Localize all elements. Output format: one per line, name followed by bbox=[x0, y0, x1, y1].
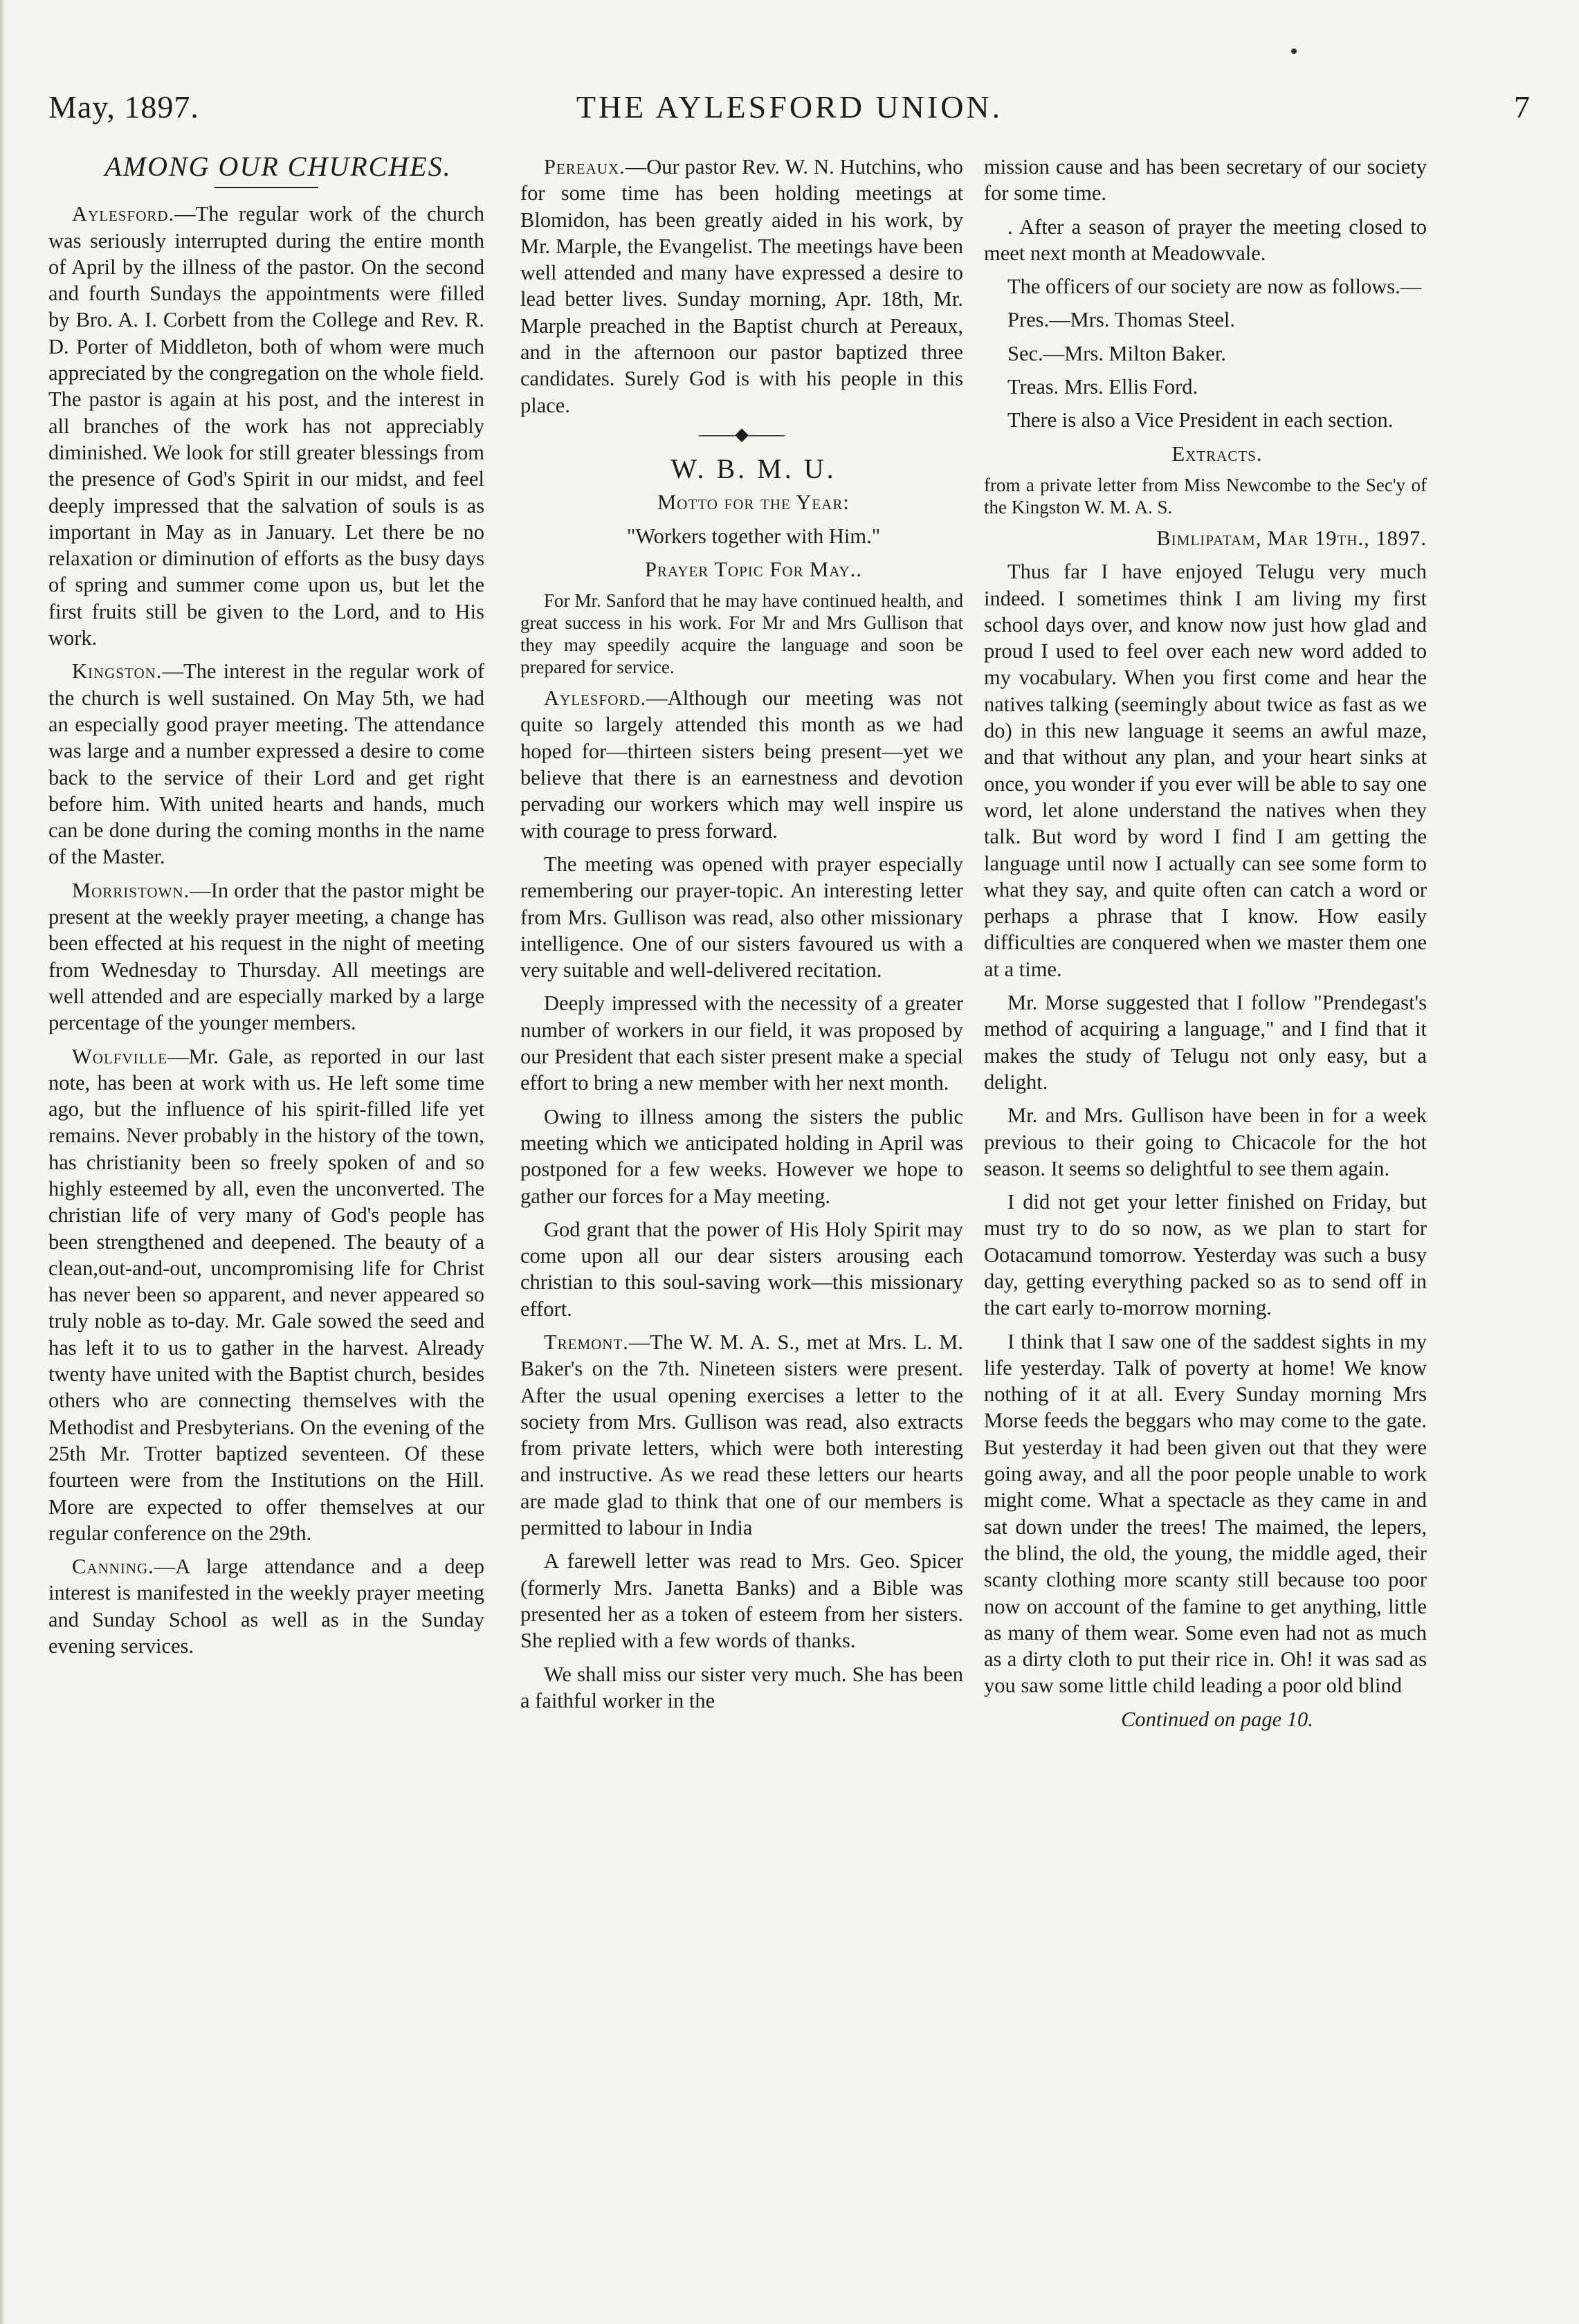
article-wolfville bbox=[48, 1043, 484, 1547]
article-pereaux bbox=[520, 154, 963, 419]
article-text: —A large attendance and a deep interest is manifested in the weekly prayer meeting and Sunday School as well as in the Sunday evening services. bbox=[48, 1555, 484, 1658]
article-kingston bbox=[48, 658, 484, 870]
column-3 bbox=[984, 154, 1427, 1739]
wbmu-title: W. B. M. U. bbox=[670, 452, 837, 484]
title-rule bbox=[215, 187, 318, 188]
article-text: —Although our meeting was not quite so largely attended this month as we had hoped for—thirteen sisters being present—yet we believe that there is an earnestness and devotion pervading our workers which may well inspire us with courage to press forward. bbox=[520, 686, 963, 843]
place-name: Aylesford. bbox=[544, 686, 647, 711]
article-tremont bbox=[520, 1329, 963, 1541]
paragraph: Owing to illness among the sisters the public meeting which we anticipated holding in April was postponed for a few weeks. However we hope to gather our forces for a May meeting. bbox=[520, 1104, 963, 1208]
motto-label: Motto for the Year: bbox=[657, 491, 850, 515]
officer-president: Pres.—Mrs. Thomas Steel. bbox=[1007, 308, 1235, 332]
article-text: —Our pastor Rev. W. N. Hutchins, who for some time has been holding meetings at Blomidon, has been greatly aided in his work, by Mr. Marple, the Evangelist. The meetings have been well attended and many have expressed a desire to lead better lives. Sunday morning, Apr. 18th, Mr. Marple preached in the Baptist church at Pereaux, and in the afternoon our pastor baptized three candidates. Surely God is with his people in this place. bbox=[520, 155, 963, 417]
place-name: Canning. bbox=[72, 1555, 154, 1579]
section-title: AMONG OUR CHURCHES. bbox=[104, 151, 452, 182]
paragraph: God grant that the power of His Holy Spirit may come upon all our dear sisters arousing each christian to this soul-saving work—this missionary effort. bbox=[520, 1217, 963, 1321]
officer-secretary: Sec.—Mrs. Milton Baker. bbox=[1007, 341, 1226, 365]
extracts-label: Extracts. bbox=[1171, 441, 1263, 466]
page-header bbox=[48, 89, 1531, 137]
extracts-intro: from a private letter from Miss Newcombe to the Sec'y of the Kingston W. M. A. S. bbox=[984, 474, 1427, 518]
article-text: —The regular work of the church was seriously interrupted during the entire month of April by the illness of the pastor. On the second and fourth Sundays the appointments were filled by Bro. A. I. Corbett from the College and Rev. R. D. Porter of Middleton, both of whom were much appreciated by the congregation on the whole field. The pastor is again at his post, and the interest in all branches of the work has not appreciably diminished. We look for still greater blessings from the presence of God's Spirit in our midst, and feel deeply impressed that the salvation of souls is as important in May as in January. Let there be no relaxation or diminution of efforts as the busy days of spring and summer come upon us, but let the first fruits still be given to the Lord, and to His work. bbox=[48, 202, 484, 650]
page-number: 7 bbox=[1514, 89, 1531, 125]
paragraph: Deeply impressed with the necessity of a greater number of workers in our field, it was proposed by our President that each sister present make a special effort to bring a new member with her next month. bbox=[520, 991, 963, 1095]
paragraph: The officers of our society are now as follows.— bbox=[1007, 275, 1422, 299]
article-text: —Mr. Gale, as reported in our last note, has been at work with us. He left some time ago, but the influence of his spirit-filled life yet remains. Never probably in the history of the town, has christianity been so freely spoken of and so highly esteemed by all, even the unconverted. The christian life of very many of God's people has been strengthened and deepened. The beauty of a clean,out-and-out, uncompromising life for Christ has never been so apparent, and never appeared so truly noble as to-day. Mr. Gale sowed the seed and has left it to us to gather in the harvest. Already twenty have united with the Baptist church, besides others who are connecting themselves with the Methodist and Presbyterians. On the evening of the 25th Mr. Trotter baptized seventeen. Of these fourteen were from the Institutions on the Hill. More are expected to offer themselves at our regular conference on the 29th. bbox=[48, 1044, 484, 1545]
column-2 bbox=[520, 154, 963, 1721]
place-name: Aylesford. bbox=[72, 202, 175, 226]
article-text: —The W. M. A. S., met at Mrs. L. M. Baker's on the 7th. Nineteen sisters were present. After the usual opening exercises a letter to the society from Mrs. Gullison was read, also extracts from private letters, which were both interesting and instructive. As we read these letters our hearts are made glad to think that one of our members is permitted to labour in India bbox=[520, 1330, 963, 1540]
article-aylesford bbox=[48, 201, 484, 651]
paragraph: . After a season of prayer the meeting closed to meet next month at Meadowvale. bbox=[984, 214, 1427, 265]
place-name: Tremont. bbox=[544, 1330, 629, 1354]
article-text: —In order that the pastor might be present at the weekly prayer meeting, a change has been effected at his request in the night of meeting from Wednesday to Thursday. All meetings are well attended and are especially marked by a large percentage of the younger members. bbox=[48, 878, 484, 1035]
paragraph: We shall miss our sister very much. She has been a faithful worker in the bbox=[520, 1662, 963, 1712]
paragraph: Mr. and Mrs. Gullison have been in for a week previous to their going to Chicacole for the hot season. It seems so delightful to see them again. bbox=[984, 1104, 1427, 1180]
ink-speck bbox=[1291, 48, 1297, 54]
continued-note: Continued on page 10. bbox=[1121, 1707, 1313, 1731]
column-1 bbox=[48, 151, 484, 1666]
paragraph: There is also a Vice President in each section. bbox=[1007, 408, 1394, 432]
prayer-topic-label: Prayer Topic For May.. bbox=[645, 557, 862, 581]
paragraph: mission cause and has been secretary of our society for some time. bbox=[984, 155, 1427, 205]
header-date: May, 1897. bbox=[48, 89, 199, 125]
article-wbmu-aylesford bbox=[520, 685, 963, 844]
article-text: —The interest in the regular work of the church is well sustained. On May 5th, we had an especially good prayer meeting. The attendance was large and a number expressed a desire to come back to the service of their Lord and get right before him. With united hearts and hands, much can be done during the coming months in the name of the Master. bbox=[48, 659, 484, 869]
masthead: THE AYLESFORD UNION. bbox=[576, 89, 1003, 125]
paragraph: The meeting was opened with prayer especially remembering our prayer-topic. An interesting letter from Mrs. Gullison was read, also other missionary intelligence. One of our sisters favoured us with a very suitable and well-delivered recitation. bbox=[520, 852, 963, 982]
place-name: Kingston. bbox=[72, 659, 163, 684]
place-name: Wolfville bbox=[72, 1044, 168, 1068]
section-divider: ——◆—— bbox=[699, 423, 785, 444]
letter-dateline: Bimlipatam, Mar 19th., 1897. bbox=[1156, 526, 1427, 550]
prayer-topic-text: For Mr. Sanford that he may have continued health, and great success in his work. For Mr and Mrs Gullison that they may speedily acquire the language and soon be prepared for service. bbox=[520, 590, 963, 678]
officer-treasurer: Treas. Mrs. Ellis Ford. bbox=[1007, 375, 1198, 399]
article-morristown bbox=[48, 877, 484, 1036]
place-name: Pereaux. bbox=[544, 155, 626, 179]
paragraph: A farewell letter was read to Mrs. Geo. Spicer (formerly Mrs. Janetta Banks) and a Bible was presented her as a token of esteem from her sisters. She replied with a few words of thanks. bbox=[520, 1549, 963, 1653]
article-canning bbox=[48, 1553, 484, 1659]
paragraph: I think that I saw one of the saddest sights in my life yesterday. Talk of poverty at home! We know nothing of it at all. Every Sunday morning Mrs Morse feeds the beggars who may come to the gate. But yesterday it had been given out that they were going away, and all the poor people unable to work might come. What a spectacle as they came in and sat down under the trees! The maimed, the lepers, the blind, the old, the young, the middle aged, their scanty clothing more scanty still because too poor now on account of the famine to get anything, little as many of them wear. Some even had not as much as a dirty cloth to put their rice in. Oh! it was sad as you saw some little child leading a poor old blind bbox=[984, 1329, 1427, 1698]
paragraph: Mr. Morse suggested that I follow "Prendegast's method of acquiring a language," and I find that it makes the study of Telugu not only easy, but a delight. bbox=[984, 991, 1427, 1094]
motto-text: "Workers together with Him." bbox=[626, 524, 881, 548]
paragraph: I did not get your letter finished on Friday, but must try to do so now, as we plan to start for Ootacamund tomorrow. Yesterday was such a busy day, getting everything packed so as to send off in the cart early to-morrow morning. bbox=[984, 1190, 1427, 1320]
page-edge-shadow bbox=[0, 0, 6, 2324]
place-name: Morristown. bbox=[72, 878, 190, 902]
paragraph: Thus far I have enjoyed Telugu very much indeed. I sometimes think I am living my first school days over, and know now just how glad and proud I used to feel over each new word added to my vocabulary. When you first come and hear the natives talking (seemingly about twice as fast as we do) in this new language it seems an awful maze, and that without any plan, and your heart sinks at once, you wonder if you ever will be able to say one word, let alone understand the natives when they talk. But word by word I find I am getting the language until now I actually can see some form to what they say, and quite often can catch a word or perhaps a phrase that I know. How easily difficulties are conquered when we master them one at a time. bbox=[984, 560, 1427, 981]
